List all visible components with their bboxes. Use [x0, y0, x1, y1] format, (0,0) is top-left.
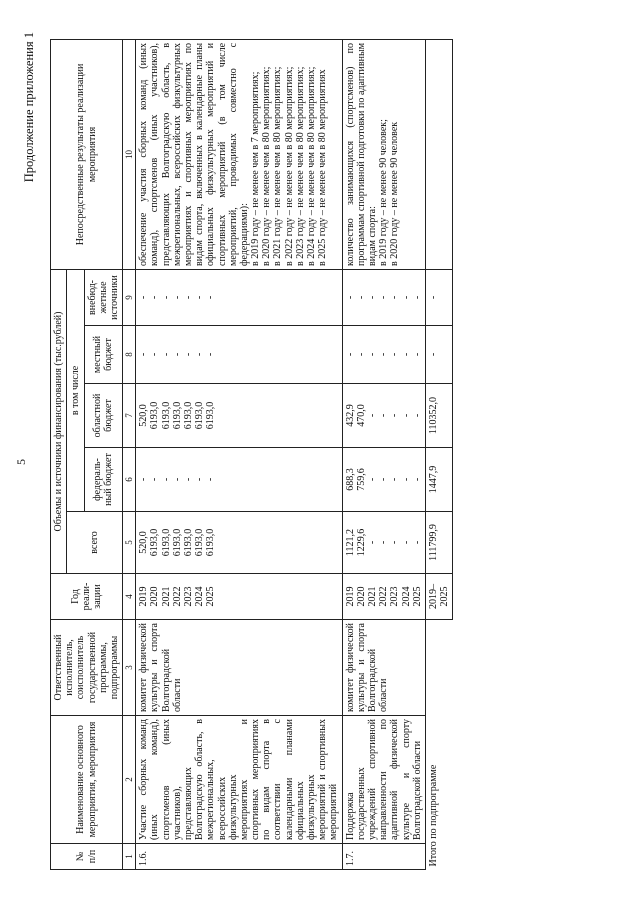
federal-cell: -	[149, 477, 161, 482]
extrabudget-cell: -	[411, 295, 423, 300]
total-years: 2019–2025	[425, 574, 452, 620]
total-federal: 1447,9	[425, 448, 452, 512]
extrabudget-cell: -	[366, 295, 378, 300]
row-number: 1.6.	[136, 844, 342, 870]
local-cell: -	[205, 352, 217, 357]
extrabudget-cell: -	[138, 295, 150, 300]
extrabudget-cell: -	[400, 295, 412, 300]
column-number: 9	[123, 269, 136, 325]
year-cell: 2022	[378, 586, 390, 607]
year-cell: 2025	[205, 586, 217, 607]
regional-cell: 470,0	[355, 404, 367, 427]
extrabudget-cell: -	[378, 295, 390, 300]
header-regional: областной бюджет	[84, 384, 123, 448]
local-cell: -	[194, 352, 206, 357]
federal-cell: 759,6	[355, 468, 367, 491]
page-number: 5	[14, 459, 28, 465]
total-cell: 6193,0	[182, 528, 194, 557]
column-number: 10	[123, 39, 136, 269]
regional-list	[136, 384, 342, 448]
extrabudget-cell: -	[182, 295, 194, 300]
total-cell: -	[366, 540, 378, 545]
extrabudget-cell: -	[160, 295, 172, 300]
header-num: № п/п	[51, 844, 123, 870]
year-cell: 2024	[194, 586, 206, 607]
result-line: в 2020 году – не менее чем в 80 мероприятиях;	[261, 66, 273, 266]
column-number: 2	[123, 716, 136, 844]
extrabudget-cell: -	[205, 295, 217, 300]
result-line: в 2023 году – не менее чем в 80 мероприятиях;	[294, 66, 306, 266]
regional-cell: 6193,0	[182, 401, 194, 430]
result-line: в 2025 году – не менее чем в 80 мероприятиях	[317, 69, 329, 266]
header-responsible: Ответственный исполнитель, соисполнитель государственной программы, подпрограммы	[51, 620, 123, 716]
year-cell: 2021	[366, 586, 378, 607]
header-results: Непосредственные результаты реализации мероприятия	[51, 39, 123, 269]
regional-cell: 6193,0	[171, 401, 183, 430]
local-cell: -	[160, 352, 172, 357]
measure-name: Участие сборных команд (иных команд), спортсменов (иных участников), представляющих Волгоградскую область, в межрегиональных, всероссийских физкультурных мероприятиях и спортивных мероприятиях по видам спорта в соответствии с календарными планами официальных физкультурных мероприятий и спортивных мероприятий	[136, 716, 342, 844]
program-table	[50, 39, 453, 870]
total-cell: 1229,6	[355, 528, 367, 557]
result-line: в 2022 году – не менее чем в 80 мероприятиях;	[283, 66, 295, 266]
federal-cell: -	[138, 477, 150, 482]
year-cell: 2023	[389, 586, 401, 607]
extrabudget-list	[342, 269, 425, 325]
regional-cell: 6193,0	[149, 401, 161, 430]
local-cell: -	[411, 352, 423, 357]
local-cell: -	[378, 352, 390, 357]
year-cell: 2022	[171, 586, 183, 607]
total-label: Итого по подпрограмме	[425, 620, 452, 870]
results-cell	[342, 39, 425, 269]
local-cell: -	[400, 352, 412, 357]
header-year: Год реали-зации	[51, 574, 123, 620]
responsible-executor: комитет физической культуры и спорта Волгоградской области	[136, 620, 342, 716]
year-cell: 2024	[400, 586, 412, 607]
result-line: в 2021 году – не менее чем в 80 мероприятиях;	[272, 66, 284, 266]
total-cell: 6193,0	[149, 528, 161, 557]
federal-cell: -	[171, 477, 183, 482]
total-cell: 520,0	[138, 531, 150, 554]
federal-cell: -	[182, 477, 194, 482]
total-extrabudget: -	[425, 269, 452, 325]
total-cell: -	[411, 540, 423, 545]
total-cell: 1121,2	[344, 528, 356, 557]
extrabudget-cell: -	[344, 295, 356, 300]
column-number: 6	[123, 448, 136, 512]
results-cell	[136, 39, 342, 269]
responsible-executor: комитет физической культуры и спорта Волгоградской области	[342, 620, 425, 716]
header-row-1	[51, 39, 67, 869]
local-cell: -	[182, 352, 194, 357]
total-cell: -	[400, 540, 412, 545]
federal-list	[342, 448, 425, 512]
year-cell: 2020	[149, 586, 161, 607]
federal-cell: -	[411, 477, 423, 482]
continuation-title: Продолжение приложения 1	[22, 32, 36, 183]
local-cell: -	[355, 352, 367, 357]
total-row	[425, 39, 452, 869]
total-cell: -	[378, 540, 390, 545]
total-list	[136, 512, 342, 574]
header-name: Наименование основного мероприятия, мероприятия	[51, 716, 123, 844]
regional-cell: 6193,0	[205, 401, 217, 430]
federal-cell: -	[366, 477, 378, 482]
regional-cell: 520,0	[138, 404, 150, 427]
regional-cell: -	[389, 413, 401, 418]
local-cell: -	[138, 352, 150, 357]
regional-cell: -	[366, 413, 378, 418]
regional-cell: 6193,0	[194, 401, 206, 430]
header-federal: федераль-ный бюджет	[84, 448, 123, 512]
total-sum: 111799,9	[425, 512, 452, 574]
year-cell: 2019	[138, 586, 150, 607]
regional-cell: 432,9	[344, 404, 356, 427]
extrabudget-cell: -	[149, 295, 161, 300]
regional-cell: -	[400, 413, 412, 418]
header-local: местный бюджет	[84, 326, 123, 384]
total-cell: -	[389, 540, 401, 545]
federal-cell: -	[378, 477, 390, 482]
local-cell: -	[171, 352, 183, 357]
column-number-row	[123, 39, 136, 869]
header-funding: Объемы и источники финансирования (тыс.рублей)	[51, 269, 67, 573]
extrabudget-cell: -	[194, 295, 206, 300]
year-cell: 2023	[182, 586, 194, 607]
regional-cell: 6193,0	[160, 401, 172, 430]
measure-name: Поддержка государственных учреждений спортивной направленности по адаптивной физической культуре и спорту Волгоградской области	[342, 716, 425, 844]
federal-cell: 688,3	[344, 468, 356, 491]
total-local: -	[425, 326, 452, 384]
local-list	[136, 326, 342, 384]
year-list	[136, 574, 342, 620]
federal-cell: -	[160, 477, 172, 482]
column-number: 5	[123, 512, 136, 574]
column-number: 3	[123, 620, 136, 716]
total-list	[342, 512, 425, 574]
result-line: в 2020 году – не менее 90 человек	[389, 121, 401, 266]
column-number: 4	[123, 574, 136, 620]
total-regional: 110352,0	[425, 384, 452, 448]
federal-cell: -	[400, 477, 412, 482]
header-extrabudget: внебюд-жетные источники	[84, 269, 123, 325]
result-line: в 2024 году – не менее чем в 80 мероприятиях;	[306, 66, 318, 266]
extrabudget-cell: -	[171, 295, 183, 300]
year-cell: 2021	[160, 586, 172, 607]
extrabudget-cell: -	[355, 295, 367, 300]
extrabudget-list	[136, 269, 342, 325]
column-number: 1	[123, 844, 136, 870]
column-number: 8	[123, 326, 136, 384]
result-line: обеспечение участия сборных команд (иных команд), спортсменов (иных участников), представляющих Волгоградскую область, в межрегиональных, всероссийских физкультурных мероприятиях и спортивных мероприятиях по видам спорта, включенных в календарные планы официальных физкультурных мероприятий и спортивных мероприятий (в том числе мероприятий, проводимых совместно с федерациями):	[138, 42, 250, 266]
result-line: в 2019 году – не менее 90 человек;	[378, 119, 390, 266]
federal-list	[136, 448, 342, 512]
header-total: всего	[67, 512, 123, 574]
local-cell: -	[389, 352, 401, 357]
column-number: 7	[123, 384, 136, 448]
local-cell: -	[366, 352, 378, 357]
year-cell: 2019	[344, 586, 356, 607]
year-cell: 2020	[355, 586, 367, 607]
local-cell: -	[149, 352, 161, 357]
regional-list	[342, 384, 425, 448]
total-cell: 6193,0	[194, 528, 206, 557]
total-cell: 6193,0	[205, 528, 217, 557]
row-number: 1.7.	[342, 844, 425, 870]
year-list	[342, 574, 425, 620]
regional-cell: -	[378, 413, 390, 418]
local-list	[342, 326, 425, 384]
result-line: количество занимающихся (спортсменов) по программам спортивной подготовки по адаптивным видам спорта:	[344, 42, 378, 266]
table-row	[136, 39, 342, 869]
regional-cell: -	[411, 413, 423, 418]
federal-cell: -	[205, 477, 217, 482]
total-cell: 6193,0	[160, 528, 172, 557]
total-results-empty	[425, 39, 452, 269]
federal-cell: -	[389, 477, 401, 482]
header-including: в том числе	[67, 269, 84, 511]
local-cell: -	[344, 352, 356, 357]
federal-cell: -	[194, 477, 206, 482]
extrabudget-cell: -	[389, 295, 401, 300]
year-cell: 2025	[411, 586, 423, 607]
table-row	[342, 39, 425, 869]
result-line: в 2019 году – не менее чем в 7 мероприятиях;	[250, 71, 262, 266]
total-cell: 6193,0	[171, 528, 183, 557]
